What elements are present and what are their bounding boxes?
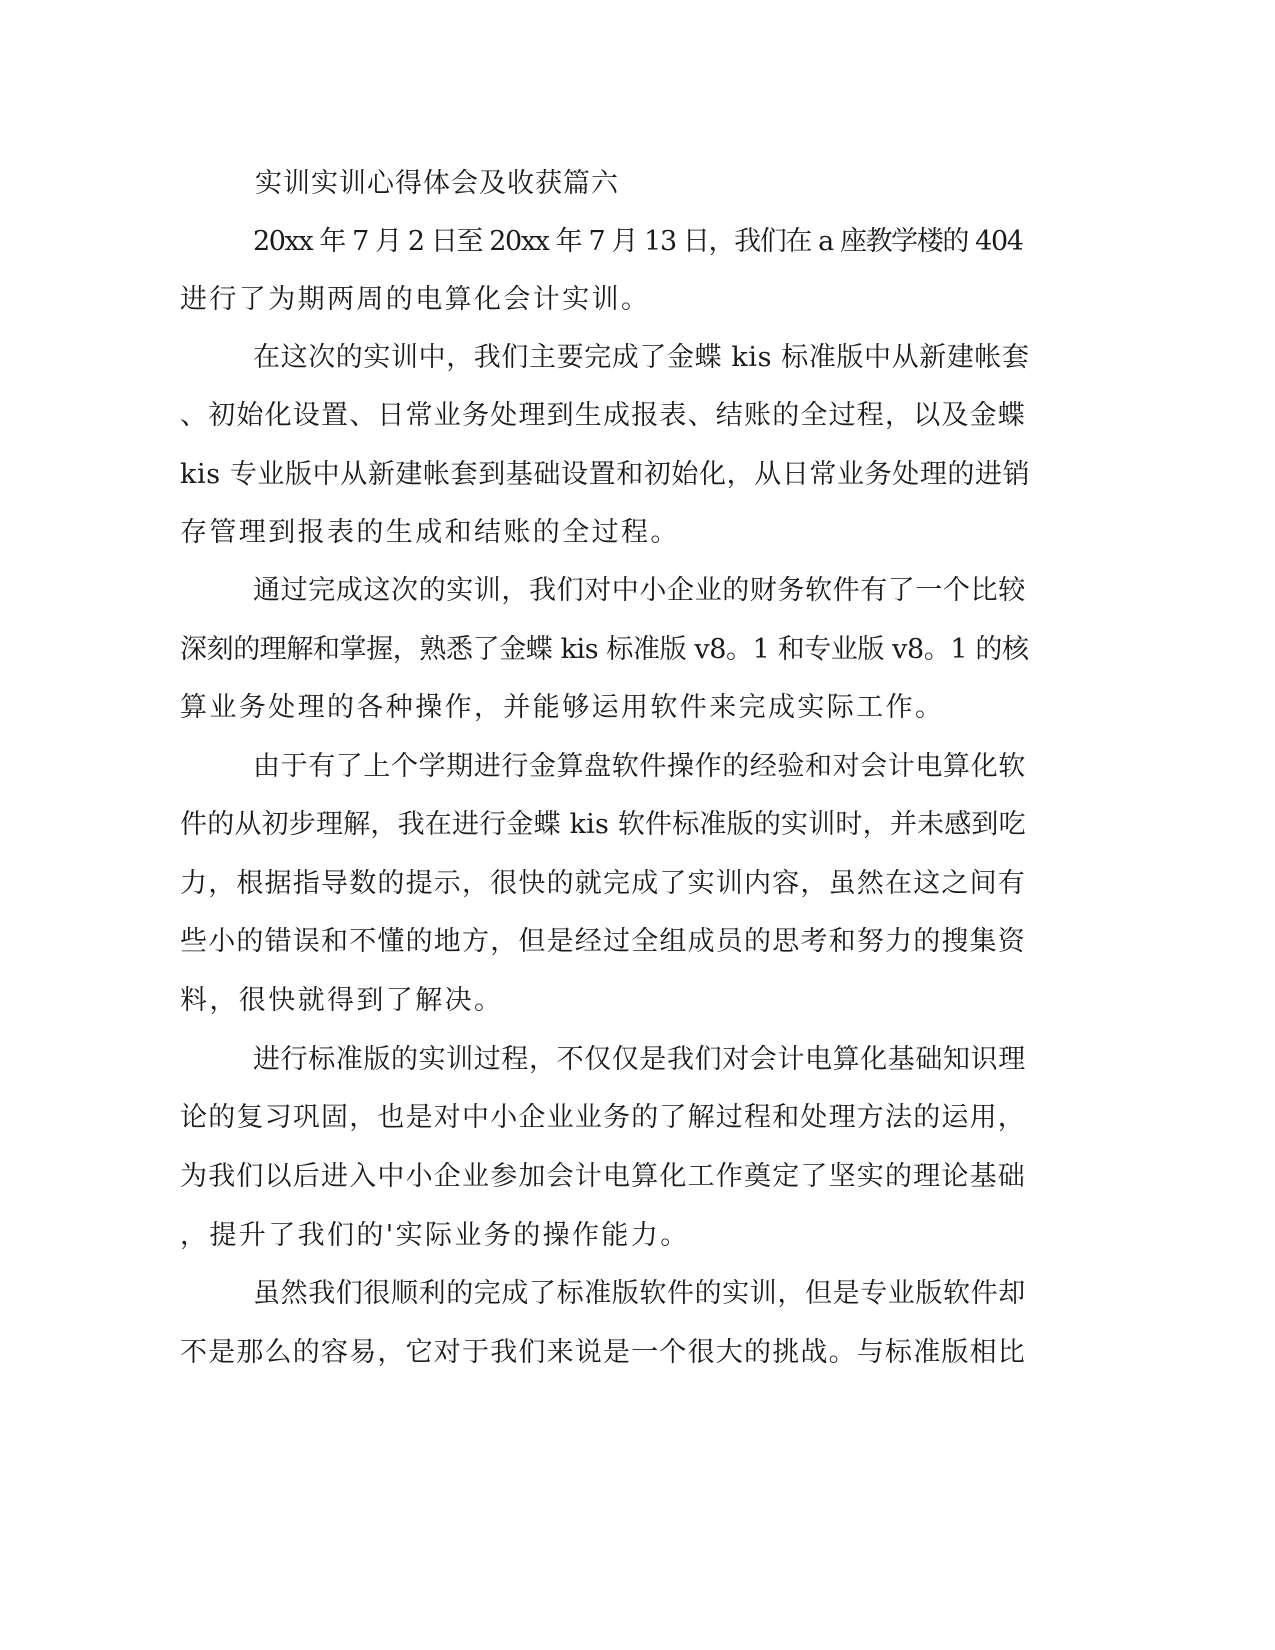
paragraph-line: 些小的错误和不懂的地方，但是经过全组成员的思考和努力的搜集资 [180,926,1026,957]
paragraph-line: 、初始化设置、日常业务处理到生成报表、结账的全过程，以及金蝶 [180,400,1026,431]
paragraph-line: 由于有了上个学期进行金算盘软件操作的经验和对会计电算化软 [253,751,1026,782]
paragraph-line: 深刻的理解和掌握，熟悉了金蝶 kis 标准版 v8。1 和专业版 v8。1 的核 [180,634,1029,665]
paragraph-line: 存管理到报表的生成和结账的全过程。 [180,517,680,548]
paragraph-line: kis 专业版中从新建帐套到基础设置和初始化，从日常业务处理的进销 [180,459,1031,490]
paragraph-line: 件的从初步理解，我在进行金蝶 kis 软件标准版的实训时，并未感到吃 [180,809,1026,840]
paragraph-line: 论的复习巩固，也是对中小企业业务的了解过程和处理方法的运用， [180,1102,1026,1133]
paragraph-line: 为我们以后进入中小企业参加会计电算化工作奠定了坚实的理论基础 [180,1161,1026,1192]
paragraph-line: 力，根据指导数的提示，很快的就完成了实训内容，虽然在这之间有 [180,868,1026,899]
paragraph-line: ，提升了我们的'实际业务的操作能力。 [180,1220,690,1251]
document-title: 实训实训心得体会及收获篇六 [255,168,619,199]
paragraph-line: 算业务处理的各种操作，并能够运用软件来完成实际工作。 [180,692,945,723]
paragraph-line: 在这次的实训中，我们主要完成了金蝶 kis 标准版中从新建帐套 [253,342,1030,373]
paragraph-line: 进行了为期两周的电算化会计实训。 [180,284,651,315]
paragraph-line: 进行标准版的实训过程，不仅仅是我们对会计电算化基础知识理 [253,1044,1026,1075]
paragraph-line: 通过完成这次的实训，我们对中小企业的财务软件有了一个比较 [253,575,1026,606]
paragraph-line: 料，很快就得到了解决。 [180,985,504,1016]
paragraph-line: 20xx 年 7 月 2 日至 20xx 年 7 月 13 日，我们在 a 座教学楼的 404 [253,226,1023,257]
paragraph-line: 不是那么的容易，它对于我们来说是一个很大的挑战。与标准版相比 [180,1337,1026,1368]
paragraph-line: 虽然我们很顺利的完成了标准版软件的实训，但是专业版软件却 [253,1278,1026,1309]
